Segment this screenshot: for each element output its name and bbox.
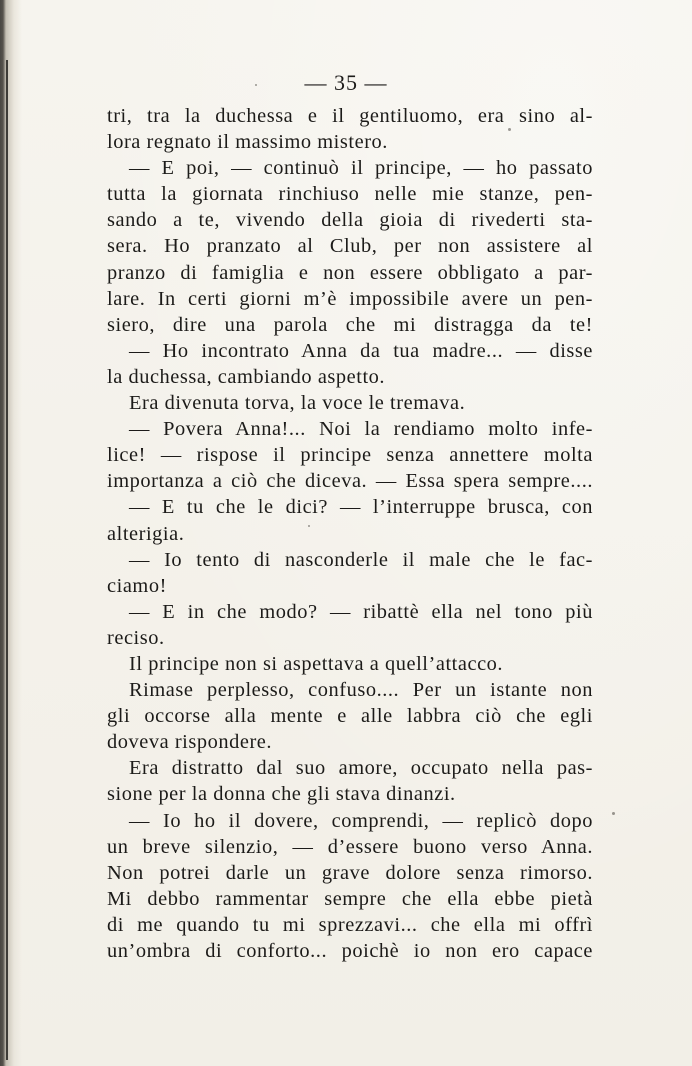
text-line: sera. Ho pranzato al Club, per non assistere al <box>107 235 593 258</box>
text-line: — Povera Anna!... Noi la rendiamo molto infe- <box>129 418 593 441</box>
text-line: pranzo di famiglia e non essere obbligato a par- <box>107 261 593 284</box>
text-line: di me quando tu mi sprezzavi... che ella mi offrì <box>107 913 593 936</box>
text-line: ciamo! <box>107 574 167 597</box>
text-line: un breve silenzio, — d’essere buono verso Anna. <box>107 835 593 858</box>
text-line: un’ombra di conforto... poichè io non ero capace <box>107 940 593 962</box>
text-line: sando a te, vivendo della gioia di rivederti sta- <box>107 209 593 232</box>
binding-edge-shadow <box>0 0 22 1066</box>
text-line: Non potrei darle un grave dolore senza rimorso. <box>107 861 593 884</box>
text-line: la duchessa, cambiando aspetto. <box>107 365 386 388</box>
binding-edge-line <box>6 60 8 1060</box>
paper-speck <box>508 128 511 131</box>
text-line: — Io ho il dovere, comprendi, — replicò dopo <box>129 809 593 832</box>
text-line: Mi debbo rammentar sempre che ella ebbe pietà <box>107 887 593 910</box>
text-line: lora regnato il massimo mistero. <box>107 131 388 154</box>
text-line: sione per la donna che gli stava dinanzi. <box>107 783 456 806</box>
paper-speck <box>612 812 615 815</box>
text-line: doveva rispondere. <box>107 731 273 754</box>
text-line: Era divenuta torva, la voce le tremava. <box>129 392 466 415</box>
text-line: lice! — rispose il principe senza annettere molta <box>107 444 593 467</box>
text-line: siero, dire una parola che mi distragga da te! <box>107 313 593 336</box>
text-line: Il principe non si aspettava a quell’attacco. <box>129 652 504 675</box>
text-line: — Io tento di nasconderle il male che le fac- <box>129 548 593 571</box>
text-line: — E tu che le dici? — l’interruppe brusca, con <box>129 496 593 519</box>
text-line: Era distratto dal suo amore, occupato nella pas- <box>129 757 593 780</box>
body-text <box>107 103 593 964</box>
text-line: — E in che modo? — ribattè ella nel tono più <box>129 600 593 623</box>
text-line: tutta la giornata rinchiuso nelle mie stanze, pen- <box>107 183 593 206</box>
text-line: Rimase perplesso, confuso.... Per un istante non <box>129 679 593 702</box>
paper-speck <box>255 84 257 86</box>
text-line: — Ho incontrato Anna da tua madre... — disse <box>129 339 593 362</box>
text-line: lare. In certi giorni m’è impossibile avere un pen- <box>107 287 593 310</box>
text-line: tri, tra la duchessa e il gentiluomo, era sino al- <box>107 105 593 127</box>
text-line: gli occorse alla mente e alle labbra ciò che egli <box>107 705 593 728</box>
text-line: alterigia. <box>107 522 185 545</box>
text-line: — E poi, — continuò il principe, — ho passato <box>129 157 593 180</box>
paper-speck <box>308 525 310 527</box>
text-line: reciso. <box>107 626 165 649</box>
page-number: — 35 — <box>304 70 388 95</box>
text-line: importanza a ciò che diceva. — Essa spera sempre.... <box>107 470 593 493</box>
